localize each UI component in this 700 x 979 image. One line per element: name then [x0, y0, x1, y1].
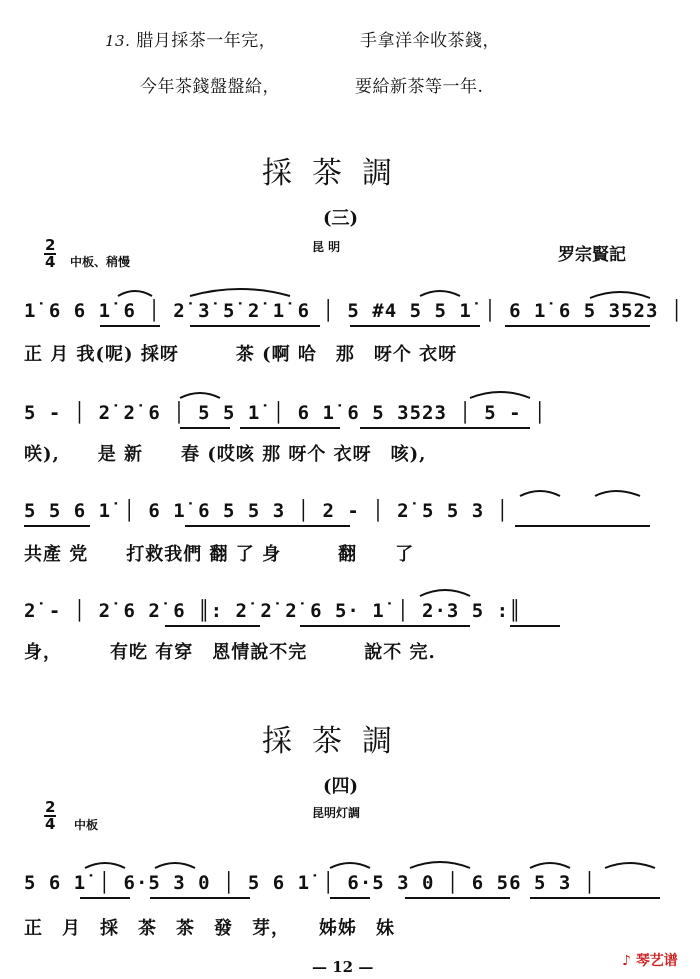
song4-subtitle: (四): [323, 776, 359, 797]
song3-recorder: 罗宗賢記: [558, 245, 626, 265]
verse-line-2b: 要給新茶等一年.: [355, 77, 484, 97]
song3-subtitle: (三): [323, 208, 359, 229]
watermark-text: 琴艺谱: [635, 953, 678, 969]
slur-mark: [180, 393, 220, 398]
slur-mark: [85, 863, 125, 868]
song3-title: 採茶調: [262, 156, 412, 191]
slur-mark: [118, 291, 152, 296]
song3-tempo: 中板、稍慢: [70, 255, 131, 269]
verse-number: 13.: [105, 32, 131, 50]
song3-row4-notes: 2̇ - │ 2̇ 6 2̇ 6 ║: 2̇ 2̇ 2̇ 6 5· 1̇ │ 2·3 5 :║: [24, 600, 522, 622]
song4-tempo: 中板: [74, 818, 99, 832]
verse-line-2a: 今年茶錢盤盤給，: [140, 77, 280, 97]
song3-row3-lyrics: 共產 党 打救我們 翻 了 身 翻 了: [24, 544, 415, 565]
slur-marks: [85, 289, 655, 868]
slur-mark: [470, 392, 530, 398]
slur-mark: [410, 862, 470, 868]
song3-row1-lyrics: 正 月 我(呢) 採呀 茶 (啊 哈 那 呀个 衣呀: [24, 344, 458, 365]
song3-time-signature: 2 4: [45, 236, 56, 271]
song3-row2-lyrics: 咲), 是 新 春 (哎咳 那 呀个 衣呀 咳),: [24, 444, 427, 465]
slur-mark: [530, 863, 570, 868]
song4-title: 採茶調: [262, 724, 412, 759]
song4-time-signature: 2 4: [45, 798, 56, 833]
song3-row3-notes: 5 5 6 1̇ │ 6 1̇ 6 5 5 3 │ 2 - │ 2̇ 5 5 3 │: [24, 500, 510, 522]
watermark-logo: [622, 950, 678, 970]
verse-line-1b: 手拿洋伞收茶錢，: [360, 31, 500, 51]
song4-region: 昆明灯調: [312, 806, 361, 820]
slur-mark: [605, 863, 655, 868]
song4-row1-notes: 5 6 1̇ │ 6·5 3 0 │ 5 6 1̇ │ 6·5 3 0 │ 6 56 5 3 │: [24, 872, 597, 894]
watermark-icon: ♪: [622, 953, 631, 969]
song3-row2-notes: 5 - │ 2̇ 2̇ 6 │ 5 5 1̇ │ 6 1̇ 6 5 3523 │ 5 - │: [24, 402, 547, 424]
beam-marks: [24, 326, 660, 898]
slur-mark: [420, 590, 470, 596]
slur-mark: [520, 491, 560, 496]
song3-region: 昆 明: [312, 240, 341, 254]
song3-row4-lyrics: 身， 有吃 有穿 恩情說不完 說不 完.: [24, 642, 436, 663]
verse-line-1a: 腊月採茶一年完，: [136, 31, 277, 51]
page-number: — 12 —: [312, 958, 374, 976]
song3-row1-notes: 1̇ 6 6 1̇ 6 │ 2̇ 3̇ 5̇ 2̇ 1̇ 6 │ 5 #4 5 5 1̇ │ 6 1̇ 6 5 3523 │: [24, 300, 684, 322]
slur-mark: [330, 863, 370, 868]
slur-mark: [420, 291, 460, 296]
slur-mark: [590, 292, 650, 298]
slur-mark: [190, 289, 290, 296]
song4-row1-lyrics: 正 月 採 茶 茶 發 芽， 姊姊 妹: [24, 918, 395, 939]
slur-mark: [595, 491, 640, 496]
slur-mark: [155, 863, 195, 868]
